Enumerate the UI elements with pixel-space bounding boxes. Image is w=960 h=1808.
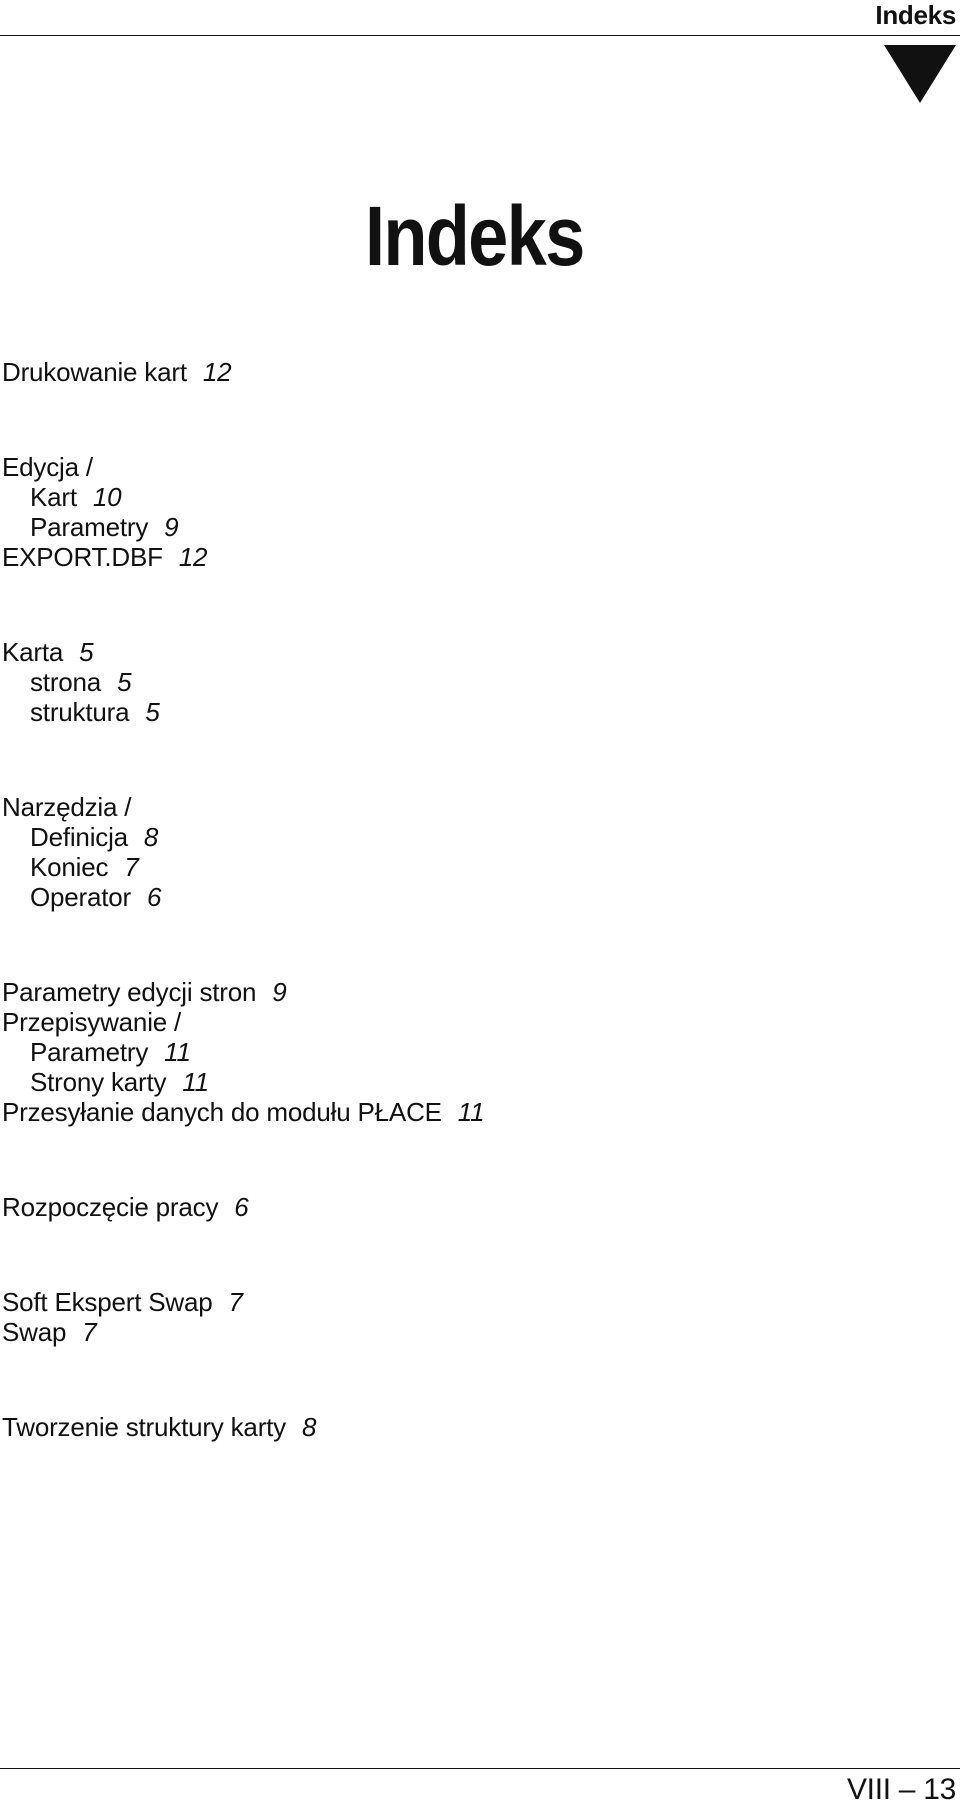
index-term: Rozpoczęcie pracy xyxy=(2,1192,219,1222)
index-subentry xyxy=(30,697,160,727)
index-entry xyxy=(2,1007,181,1037)
index-subentry xyxy=(30,512,178,542)
index-page-number: 11 xyxy=(182,1067,209,1097)
index-term: Narzędzia / xyxy=(2,792,132,822)
index-page-number: 5 xyxy=(145,697,160,727)
index-page-number: 11 xyxy=(457,1097,485,1127)
index-entry xyxy=(2,1412,316,1442)
index-entry xyxy=(2,452,93,482)
section-marker-triangle-icon xyxy=(884,45,956,103)
index-page-number: 9 xyxy=(164,512,179,542)
index-subentry xyxy=(30,882,161,912)
index-term: Karta xyxy=(2,637,64,667)
index-page-number: 10 xyxy=(92,482,122,512)
index-page-number: 8 xyxy=(143,822,159,852)
index-subentry xyxy=(30,822,158,852)
index-term: Parametry edycji stron xyxy=(2,977,257,1007)
index-page-number: 5 xyxy=(117,667,132,697)
index-entry xyxy=(2,977,287,1007)
index-page-number: 8 xyxy=(301,1412,317,1442)
index-entry xyxy=(2,637,93,667)
index-page-number: 7 xyxy=(82,1317,97,1347)
index-term: strona xyxy=(30,667,102,697)
index-term: Koniec xyxy=(30,852,109,882)
index-entry xyxy=(2,1192,249,1222)
index-term: Definicja xyxy=(30,822,128,852)
index-page-number: 12 xyxy=(202,357,232,387)
index-entry xyxy=(2,357,231,387)
footer-rule xyxy=(0,1768,960,1769)
page-title: Indeks xyxy=(365,189,584,283)
index-entry xyxy=(2,1317,97,1347)
index-term: Soft Ekspert Swap xyxy=(2,1287,213,1317)
index-page-number: 7 xyxy=(228,1287,243,1317)
index-page-number: 7 xyxy=(124,852,139,882)
index-entry xyxy=(2,1287,243,1317)
index-entry xyxy=(2,792,131,822)
index-page-number: 9 xyxy=(272,977,287,1007)
index-term: Drukowanie kart xyxy=(2,357,187,387)
index-page-number: 12 xyxy=(178,542,208,572)
index-term: struktura xyxy=(30,697,130,727)
index-page-number: 6 xyxy=(234,1192,249,1222)
index-subentry xyxy=(30,1037,191,1067)
index-subentry xyxy=(30,1067,209,1097)
index-term: EXPORT.DBF xyxy=(2,542,163,572)
index-term: Parametry xyxy=(30,1037,149,1067)
header-section-label: Indeks xyxy=(875,0,956,30)
footer-page-number: VIII – 13 xyxy=(846,1773,956,1806)
header-rule xyxy=(0,35,960,36)
index-entry xyxy=(2,542,207,572)
index-term: Przesyłanie danych do modułu PŁACE xyxy=(2,1097,442,1127)
index-subentry xyxy=(30,852,139,882)
index-page-number: 6 xyxy=(147,882,162,912)
index-term: Strony karty xyxy=(30,1067,167,1097)
index-subentry xyxy=(30,482,121,512)
index-term: Tworzenie struktury karty xyxy=(2,1412,286,1442)
index-term: Kart xyxy=(30,482,77,512)
index-term: Parametry xyxy=(30,512,149,542)
index-term: Operator xyxy=(30,882,132,912)
index-entry xyxy=(2,1097,484,1127)
index-page-number: 11 xyxy=(164,1037,191,1067)
index-term: Swap xyxy=(2,1317,67,1347)
index-term: Przepisywanie / xyxy=(2,1007,182,1037)
index-term: Edycja / xyxy=(2,452,93,482)
index-page-number: 5 xyxy=(79,637,94,667)
index-subentry xyxy=(30,667,131,697)
